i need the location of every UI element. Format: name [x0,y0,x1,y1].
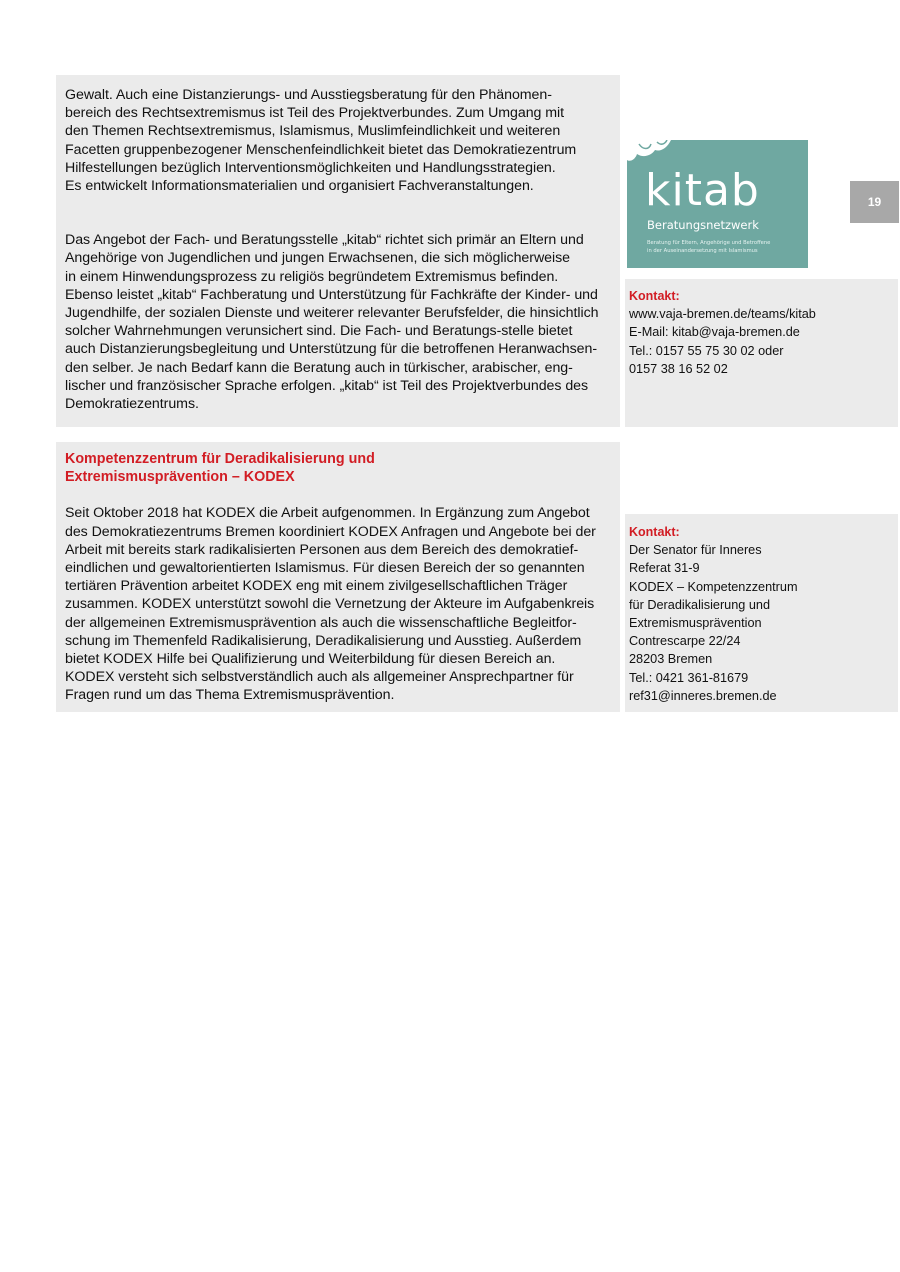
kodex-text-panel [56,442,620,712]
contact-phone: Tel.: 0421 361-81679 [629,670,749,685]
contact-line: KODEX – Kompetenzzentrum [629,579,798,594]
logo-wordmark: kitab [645,165,760,216]
contact-label: Kontakt: [629,289,680,303]
contact-line: für Deradikalisierung und [629,597,771,612]
intro-paragraph: Gewalt. Auch eine Distanzierungs- und Ausstiegsberatung für den Phänomen- bereich des Rechtsextremismus ist Teil des Projektverbundes. Zum Umgang mit den Themen Rechtsextremismus, Islamismus, Muslimfeindlichkeit und weiteren Facetten gruppenbezogener Menschenfeindlichkeit bietet das Demokratiezentrum Hilfestellungen bezüglich Interventionsmöglichkeiten und Handlungsstrategien. Es entwickelt Informationsmaterialien und organisiert Fachveranstaltungen. [65,87,577,195]
contact-email[interactable]: E-Mail: kitab@vaja-bremen.de [629,325,800,340]
kodex-paragraph: Seit Oktober 2018 hat KODEX die Arbeit aufgenommen. In Ergänzung zum Angebot des Demokratiezentrums Bremen koordiniert KODEX Anfragen und Angebote bei der Arbeit mit bereits stark radikalisierten Personen aus dem Bereich des demokratief- eindlichen und gewaltorientierten Islamismus. Für diesen Bereich der so genannten tertiären Prävention arbeitet KODEX eng mit einem zivilgesellschaftlichen Träger zusammen. KODEX unterstützt sowohl die Vernetzung der Akteure im Aufgabenkreis der allgemeinen Extremismusprävention als auch die wissenschaftliche Begleitfor- schung im Themenfeld Radikalisierung, Deradikalisierung und Ausstieg. Außerdem bietet KODEX Hilfe bei Qualifizierung und Weiterbildung für diesen Bereich an. KODEX versteht sich selbstverständlich auch als allgemeiner Ansprechpartner für Fragen rund um das Thema Extremismusprävention. [65,505,596,704]
kitab-paragraph: Das Angebot der Fach- und Beratungsstelle „kitab“ richtet sich primär an Eltern und Angehörige von Jugendlichen und jungen Erwachsenen, die sich möglicherweise in einem Hinwendungsprozess zu religiös begründetem Extremismus befinden. Ebenso leistet „kitab“ Fachberatung und Unterstützung für Fachkräfte der Kinder- und Jugendhilfe, der sozialen Dienste und weiterer relevanter Berufsfelder, die hinsichtlich solcher Wahrnehmungen verunsichert sind. Die Fach- und Beratungs-stelle bietet auch Distanzierungsbegleitung und Unterstützung für die betroffenen Heranwachsen- den selber. Je nach Bedarf kann die Beratung auch in türkischer, arabischer, eng- lischer und französischer Sprache erfolgen. „kitab“ ist Teil des Projektverbundes des Demokratiezentrums. [65,232,599,413]
kodex-contact-panel [625,514,898,712]
contact-line: Der Senator für Inneres [629,543,762,558]
logo-subtitle: Beratungsnetzwerk [647,218,759,232]
kitab-text-panel [56,75,620,427]
contact-website[interactable]: www.vaja-bremen.de/teams/kitab [629,307,816,322]
contact-phone: Tel.: 0157 55 75 30 02 oder [629,343,784,358]
contact-city: 28203 Bremen [629,652,713,667]
contact-address: Contrescarpe 22/24 [629,634,741,649]
kitab-contact-panel [625,279,898,427]
contact-line: Referat 31-9 [629,561,700,576]
kodex-heading: Kompetenzzentrum für Deradikalisierung und Extremismusprävention – KODEX [65,451,375,486]
kitab-logo [627,140,808,268]
logo-tagline: Beratung für Eltern, Angehörige und Betroffene in der Auseinandersetzung mit Islamismus [647,240,771,254]
contact-line: Extremismusprävention [629,616,762,631]
contact-email[interactable]: ref31@inneres.bremen.de [629,688,777,703]
contact-label: Kontakt: [629,525,680,539]
contact-phone-alt: 0157 38 16 52 02 [629,361,728,376]
page-number: 19 [850,181,899,223]
